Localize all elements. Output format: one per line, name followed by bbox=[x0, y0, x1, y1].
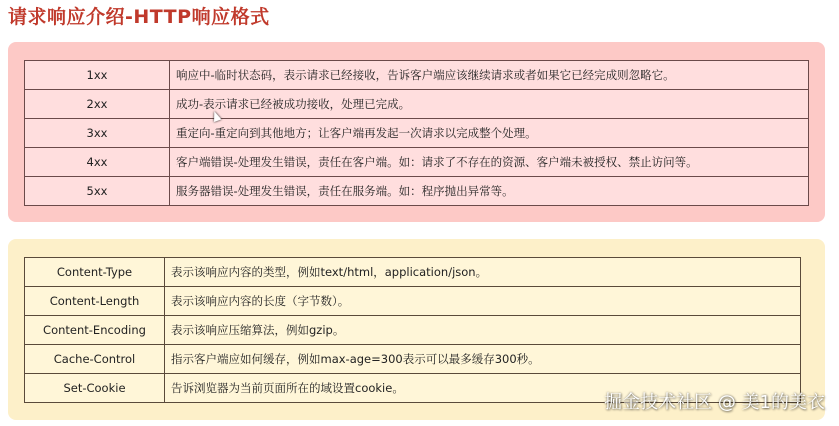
header-description: 表示该响应压缩算法，例如gzip。 bbox=[165, 316, 801, 345]
status-code: 4xx bbox=[25, 148, 170, 177]
header-name: Set-Cookie bbox=[25, 374, 165, 403]
status-code: 1xx bbox=[25, 61, 170, 90]
status-code-table bbox=[24, 60, 809, 206]
page-title: 请求响应介绍-HTTP响应格式 bbox=[8, 6, 270, 28]
table-row bbox=[25, 177, 809, 206]
header-description: 表示该响应内容的长度（字节数）。 bbox=[165, 287, 801, 316]
status-code: 2xx bbox=[25, 90, 170, 119]
header-description: 告诉浏览器为当前页面所在的域设置cookie。 bbox=[165, 374, 801, 403]
watermark: 掘金技术社区 @ 美1的美衣 bbox=[604, 392, 825, 413]
table-row bbox=[25, 287, 801, 316]
header-name: Content-Length bbox=[25, 287, 165, 316]
table-row bbox=[25, 119, 809, 148]
status-description: 重定向-重定向到其他地方；让客户端再发起一次请求以完成整个处理。 bbox=[170, 119, 809, 148]
status-description: 服务器错误-处理发生错误，责任在服务端。如：程序抛出异常等。 bbox=[170, 177, 809, 206]
response-header-table bbox=[24, 257, 801, 403]
header-description: 表示该响应内容的类型，例如text/html，application/json。 bbox=[165, 258, 801, 287]
status-code: 5xx bbox=[25, 177, 170, 206]
table-row bbox=[25, 316, 801, 345]
table-row bbox=[25, 90, 809, 119]
status-description: 成功-表示请求已经被成功接收，处理已完成。 bbox=[170, 90, 809, 119]
status-code-panel bbox=[8, 42, 825, 222]
header-name: Content-Type bbox=[25, 258, 165, 287]
header-name: Content-Encoding bbox=[25, 316, 165, 345]
table-row bbox=[25, 61, 809, 90]
status-code: 3xx bbox=[25, 119, 170, 148]
status-description: 客户端错误-处理发生错误，责任在客户端。如：请求了不存在的资源、客户端未被授权、禁止访问等。 bbox=[170, 148, 809, 177]
table-row bbox=[25, 148, 809, 177]
table-row bbox=[25, 258, 801, 287]
table-row bbox=[25, 345, 801, 374]
header-description: 指示客户端应如何缓存，例如max-age=300表示可以最多缓存300秒。 bbox=[165, 345, 801, 374]
header-name: Cache-Control bbox=[25, 345, 165, 374]
status-description: 响应中-临时状态码，表示请求已经接收，告诉客户端应该继续请求或者如果它已经完成则忽略它。 bbox=[170, 61, 809, 90]
